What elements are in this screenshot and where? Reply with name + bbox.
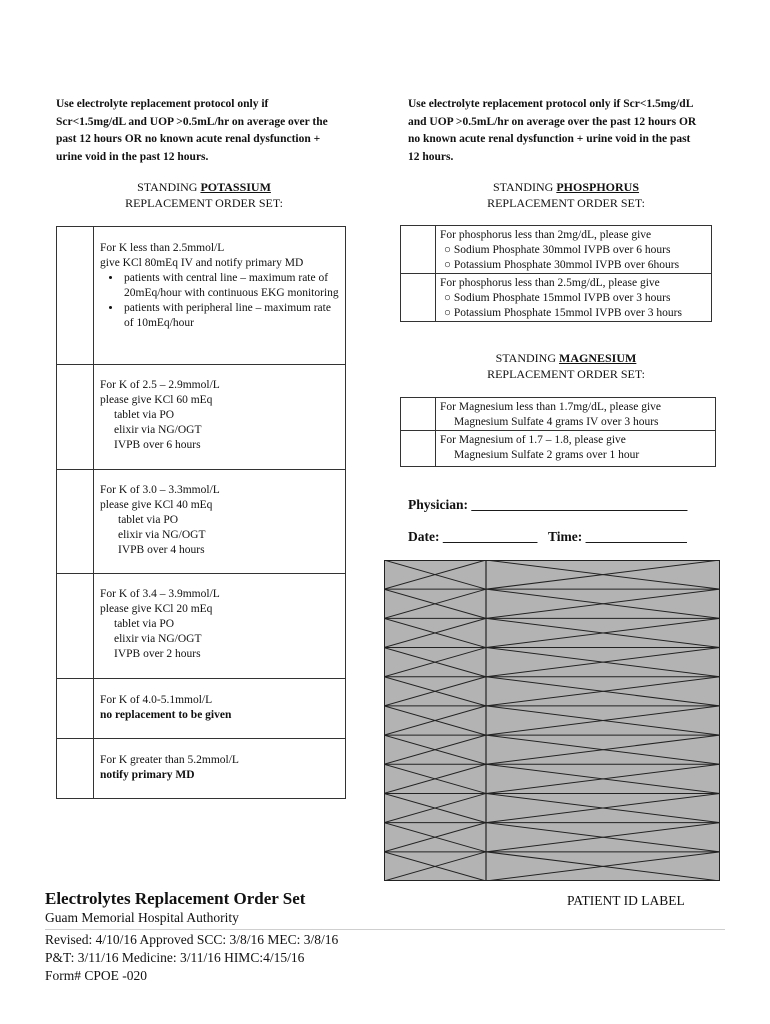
route-option[interactable]: tablet via PO — [118, 514, 179, 526]
note-line: Scr<1.5mg/dL and UOP >0.5mL/hr on average over the — [56, 115, 328, 128]
order-cell — [436, 274, 712, 322]
order-cell — [94, 679, 346, 739]
patient-id-label: PATIENT ID LABEL — [567, 893, 685, 908]
approval-info: P&T: 3/11/16 Medicine: 3/11/16 HIMC:4/15/16 — [45, 950, 305, 965]
heading-name: MAGNESIUM — [559, 351, 637, 365]
order-cell — [94, 470, 346, 574]
date-field[interactable]: Date: ______________ — [408, 529, 538, 544]
order-cell — [94, 574, 346, 679]
potassium-order-table — [56, 226, 346, 799]
note-line: Use electrolyte replacement protocol only if — [56, 98, 269, 110]
order-cell — [94, 365, 346, 470]
option-checkbox[interactable]: ○ — [444, 292, 451, 304]
magnesium-heading — [400, 350, 732, 382]
table-row — [57, 470, 346, 574]
order-checkbox[interactable] — [57, 739, 94, 799]
org-name: Guam Memorial Hospital Authority — [45, 910, 239, 925]
form-number: Form# CPOE -020 — [45, 968, 148, 983]
order-cell — [94, 739, 346, 799]
drug-option: Sodium Phosphate 15mmol IVPB over 3 hours — [453, 292, 671, 304]
heading-name: PHOSPHORUS — [556, 180, 640, 194]
order-text: please give KCl 40 mEq — [100, 499, 213, 511]
note-line: and UOP >0.5mL/hr on average over the past 12 hours OR — [408, 115, 697, 128]
order-text: For phosphorus less than 2.5mg/dL, please give — [440, 277, 660, 289]
heading-prefix: STANDING — [492, 180, 554, 194]
order-text: For Magnesium less than 1.7mg/dL, please give — [440, 401, 662, 413]
footer — [45, 889, 725, 985]
order-cell — [436, 398, 716, 431]
order-checkbox[interactable] — [57, 679, 94, 739]
order-text: For K of 3.0 – 3.3mmol/L — [100, 484, 220, 496]
order-text: For phosphorus less than 2mg/dL, please give — [440, 229, 652, 241]
order-text: please give KCl 60 mEq — [100, 394, 213, 406]
route-option[interactable]: tablet via PO — [114, 618, 175, 630]
note-line: 12 hours. — [408, 150, 454, 163]
footer-divider — [45, 929, 725, 930]
option-checkbox[interactable]: ○ — [444, 244, 451, 256]
note-line: Use electrolyte replacement protocol only if Scr<1.5mg/dL — [408, 98, 694, 110]
table-row — [57, 679, 346, 739]
revision-info: Revised: 4/10/16 Approved SCC: 3/8/16 MEC: 3/8/16 — [45, 932, 339, 947]
table-row — [401, 398, 716, 431]
option-checkbox[interactable]: ○ — [444, 259, 451, 271]
route-option[interactable]: tablet via PO — [114, 409, 175, 421]
heading-suffix: REPLACEMENT ORDER SET: — [487, 367, 645, 381]
time-field[interactable]: Time: _______________ — [548, 529, 687, 544]
order-cell — [436, 226, 712, 274]
drug-option: Potassium Phosphate 30mmol IVPB over 6hours — [453, 259, 680, 271]
order-checkbox[interactable] — [401, 226, 436, 274]
heading-suffix: REPLACEMENT ORDER SET: — [125, 196, 283, 210]
dose-detail: Magnesium Sulfate 4 grams IV over 3 hours — [454, 416, 659, 428]
heading-prefix: STANDING — [495, 351, 557, 365]
option-checkbox[interactable]: ○ — [444, 307, 451, 319]
order-instruction: notify primary MD — [100, 769, 195, 781]
route-option[interactable]: elixir via NG/OGT — [118, 529, 206, 541]
note-line: urine void in the past 12 hours. — [56, 150, 209, 163]
table-row — [57, 574, 346, 679]
bullet-item: • patients with central line – maximum rate of 20mEq/hour with continuous EKG monitoring — [122, 271, 339, 301]
physician-signature-field[interactable]: Physician: ________________________________ — [408, 497, 688, 512]
form-title: Electrolytes Replacement Order Set — [45, 889, 306, 908]
note-line: past 12 hours OR no known acute renal dysfunction + — [56, 133, 321, 145]
magnesium-order-table — [400, 397, 716, 467]
dose-detail: Magnesium Sulfate 2 grams over 1 hour — [454, 449, 640, 461]
order-cell — [436, 431, 716, 467]
order-instruction: no replacement to be given — [100, 709, 232, 721]
left-protocol-note — [56, 96, 366, 166]
order-checkbox[interactable] — [401, 398, 436, 431]
heading-suffix: REPLACEMENT ORDER SET: — [487, 196, 645, 210]
table-row — [57, 365, 346, 470]
order-checkbox[interactable] — [401, 431, 436, 467]
table-row — [57, 739, 346, 799]
phosphorus-order-table — [400, 225, 712, 322]
heading-name: POTASSIUM — [200, 180, 271, 194]
route-option[interactable]: IVPB over 4 hours — [118, 544, 205, 556]
order-cell — [94, 227, 346, 365]
table-row — [401, 274, 712, 322]
order-checkbox[interactable] — [57, 227, 94, 365]
bullet-item: • patients with peripheral line – maximum rate of 10mEq/hour — [122, 301, 339, 331]
table-row — [401, 431, 716, 467]
order-text: For K less than 2.5mmol/L — [100, 242, 225, 254]
order-text: For K of 3.4 – 3.9mmol/L — [100, 588, 220, 600]
drug-option: Potassium Phosphate 15mmol IVPB over 3 hours — [453, 307, 682, 319]
route-option[interactable]: IVPB over 6 hours — [114, 439, 201, 451]
order-text: For Magnesium of 1.7 – 1.8, please give — [440, 434, 626, 446]
order-checkbox[interactable] — [57, 574, 94, 679]
order-text: For K of 2.5 – 2.9mmol/L — [100, 379, 220, 391]
order-checkbox[interactable] — [57, 365, 94, 470]
crossed-out-grid — [384, 560, 720, 881]
table-row — [57, 227, 346, 365]
order-text: For K of 4.0-5.1mmol/L — [100, 694, 213, 706]
order-text: give KCl 80mEq IV and notify primary MD — [100, 257, 304, 269]
table-row — [401, 226, 712, 274]
potassium-heading — [56, 179, 352, 211]
right-protocol-note — [408, 96, 738, 166]
heading-prefix: STANDING — [137, 180, 198, 194]
phosphorus-heading — [400, 179, 732, 211]
order-checkbox[interactable] — [57, 470, 94, 574]
route-option[interactable]: elixir via NG/OGT — [114, 424, 202, 436]
note-line: no known acute renal dysfunction + urine void in the past — [408, 133, 691, 145]
order-text: For K greater than 5.2mmol/L — [100, 754, 239, 766]
route-option[interactable]: elixir via NG/OGT — [114, 633, 202, 645]
drug-option: Sodium Phosphate 30mmol IVPB over 6 hours — [453, 244, 671, 256]
route-option[interactable]: IVPB over 2 hours — [114, 648, 201, 660]
order-checkbox[interactable] — [401, 274, 436, 322]
order-text: please give KCl 20 mEq — [100, 603, 213, 615]
